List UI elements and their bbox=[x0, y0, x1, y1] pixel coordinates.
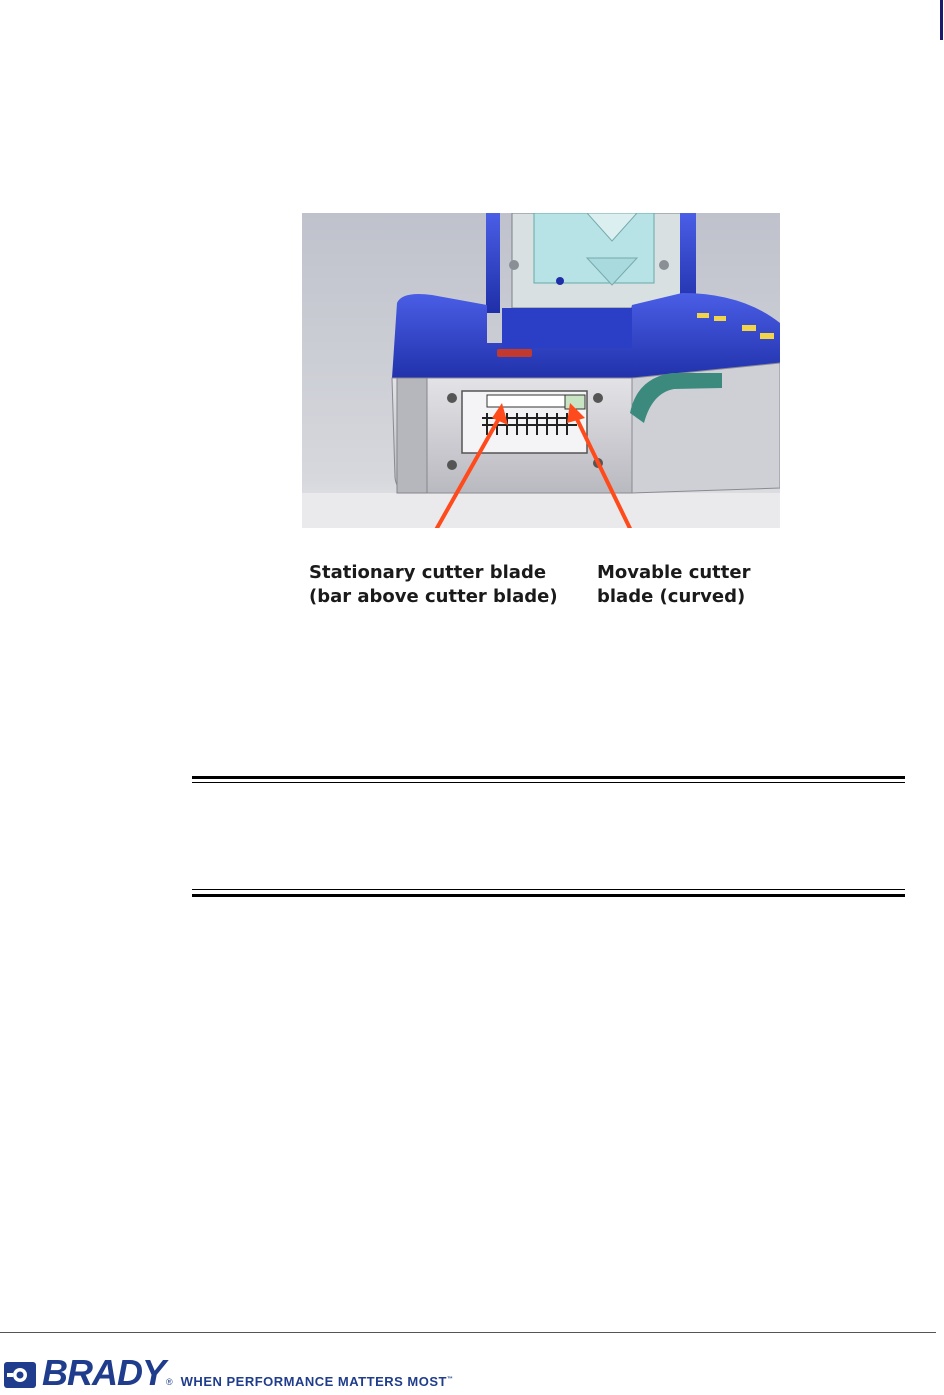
brady-logo bbox=[4, 1352, 454, 1393]
trademark-mark: ™ bbox=[446, 1376, 454, 1383]
brand-name: BRADY bbox=[42, 1352, 166, 1393]
lid-window bbox=[534, 213, 654, 283]
stationary-blade-label: Stationary cutter blade (bar above cutter blade) bbox=[309, 562, 558, 607]
housing-screw-top-left bbox=[447, 393, 457, 403]
page-corner-tab bbox=[940, 0, 943, 40]
tagline-text: WHEN PERFORMANCE MATTERS MOST bbox=[180, 1374, 447, 1389]
footer-rule bbox=[0, 1332, 936, 1333]
lid-screw-left bbox=[509, 260, 519, 270]
brady-emblem-icon bbox=[4, 1360, 36, 1390]
lid-side-left bbox=[486, 213, 500, 313]
floor bbox=[302, 493, 780, 528]
cutter-blade-illustration bbox=[302, 213, 780, 528]
stationary-blade-bar bbox=[487, 395, 565, 407]
note-box bbox=[192, 776, 905, 897]
registered-mark: ® bbox=[166, 1377, 173, 1387]
keypad-button-2 bbox=[714, 316, 726, 321]
housing-screw-bottom-left bbox=[447, 460, 457, 470]
blue-shoulder bbox=[502, 308, 632, 348]
note-top-rule-thin bbox=[192, 782, 905, 783]
movable-blade bbox=[565, 395, 585, 409]
keypad-button-1 bbox=[697, 313, 709, 318]
housing-screw-top-right bbox=[593, 393, 603, 403]
lid-screw-right bbox=[659, 260, 669, 270]
red-latch bbox=[497, 349, 532, 357]
lid-blue-dot bbox=[556, 277, 564, 285]
note-top-rule-thick bbox=[192, 776, 905, 779]
note-bottom-rule-thick bbox=[192, 894, 905, 897]
keypad-button-3 bbox=[742, 325, 756, 331]
note-bottom-rule-thin bbox=[192, 889, 905, 890]
brand-tagline bbox=[181, 1374, 454, 1389]
movable-blade-label: Movable cutter blade (curved) bbox=[597, 562, 751, 607]
keypad-button-4 bbox=[760, 333, 774, 339]
left-side-panel bbox=[397, 378, 427, 493]
